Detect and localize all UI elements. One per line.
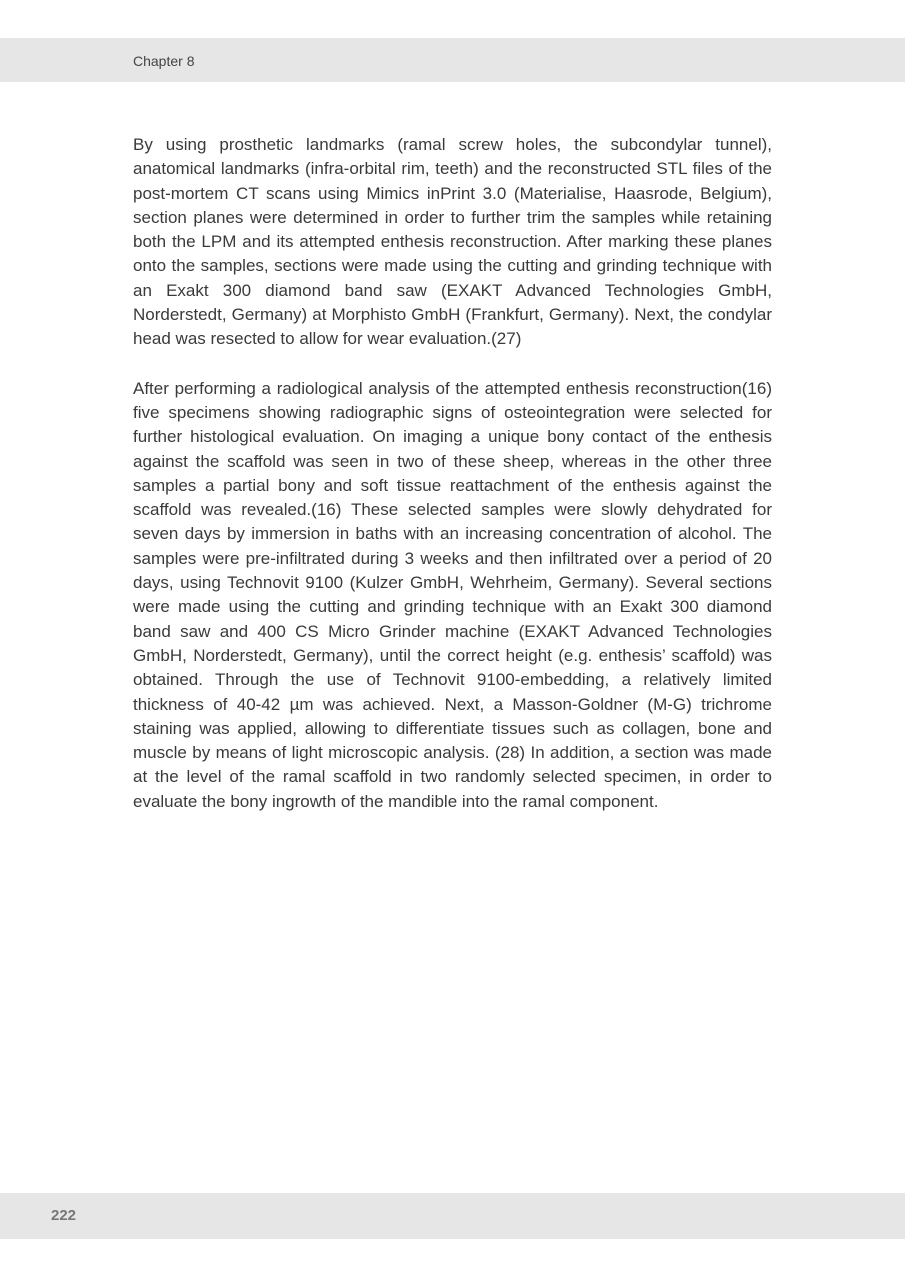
- page-number: 222: [51, 1207, 77, 1224]
- body-paragraph: After performing a radiological analysis of the attempted enthesis reconstruction(16) five specimens showing radiographic signs of osteointegration were selected for further histological evaluation. On imaging a unique bony contact of the enthesis against the scaffold was seen in two of these sheep, whereas in the other three samples a partial bony and soft tissue reattachment of the enthesis against the scaffold was revealed.(16) These selected samples were slowly dehydrated for seven days by immersion in baths with an increasing concentration of alcohol. The samples were pre-infiltrated during 3 weeks and then infiltrated over a period of 20 days, using Technovit 9100 (Kulzer GmbH, Wehrheim, Germany). Several sections were made using the cutting and grinding technique with an Exakt 300 diamond band saw and 400 CS Micro Grinder machine (EXAKT Advanced Technologies GmbH, Norderstedt, Germany), until the correct height (e.g. enthesis’ scaffold) was obtained. Through the use of Technovit 9100-embedding, a relatively limited thickness of 40-42 µm was achieved. Next, a Masson-Goldner (M-G) trichrome staining was applied, allowing to differentiate tissues such as collagen, bone and muscle by means of light microscopic analysis. (28) In addition, a section was made at the level of the ramal scaffold in two randomly selected specimen, in order to evaluate the bony ingrowth of the mandible into the ramal component.: [133, 378, 772, 811]
- running-header: [0, 38, 905, 82]
- chapter-label: Chapter 8: [133, 53, 195, 69]
- body-paragraph: By using prosthetic landmarks (ramal screw holes, the subcondylar tunnel), anatomical landmarks (infra-orbital rim, teeth) and the reconstructed STL files of the post-mortem CT scans using Mimics inPrint 3.0 (Materialise, Haasrode, Belgium), section planes were determined in order to further trim the samples while retaining both the LPM and its attempted enthesis reconstruction. After marking these planes onto the samples, sections were made using the cutting and grinding technique with an Exakt 300 diamond band saw (EXAKT Advanced Technologies GmbH, Norderstedt, Germany) at Morphisto GmbH (Frankfurt, Germany). Next, the condylar head was resected to allow for wear evaluation.(27): [133, 135, 772, 349]
- main-text: [133, 133, 772, 839]
- running-footer: [0, 1193, 905, 1239]
